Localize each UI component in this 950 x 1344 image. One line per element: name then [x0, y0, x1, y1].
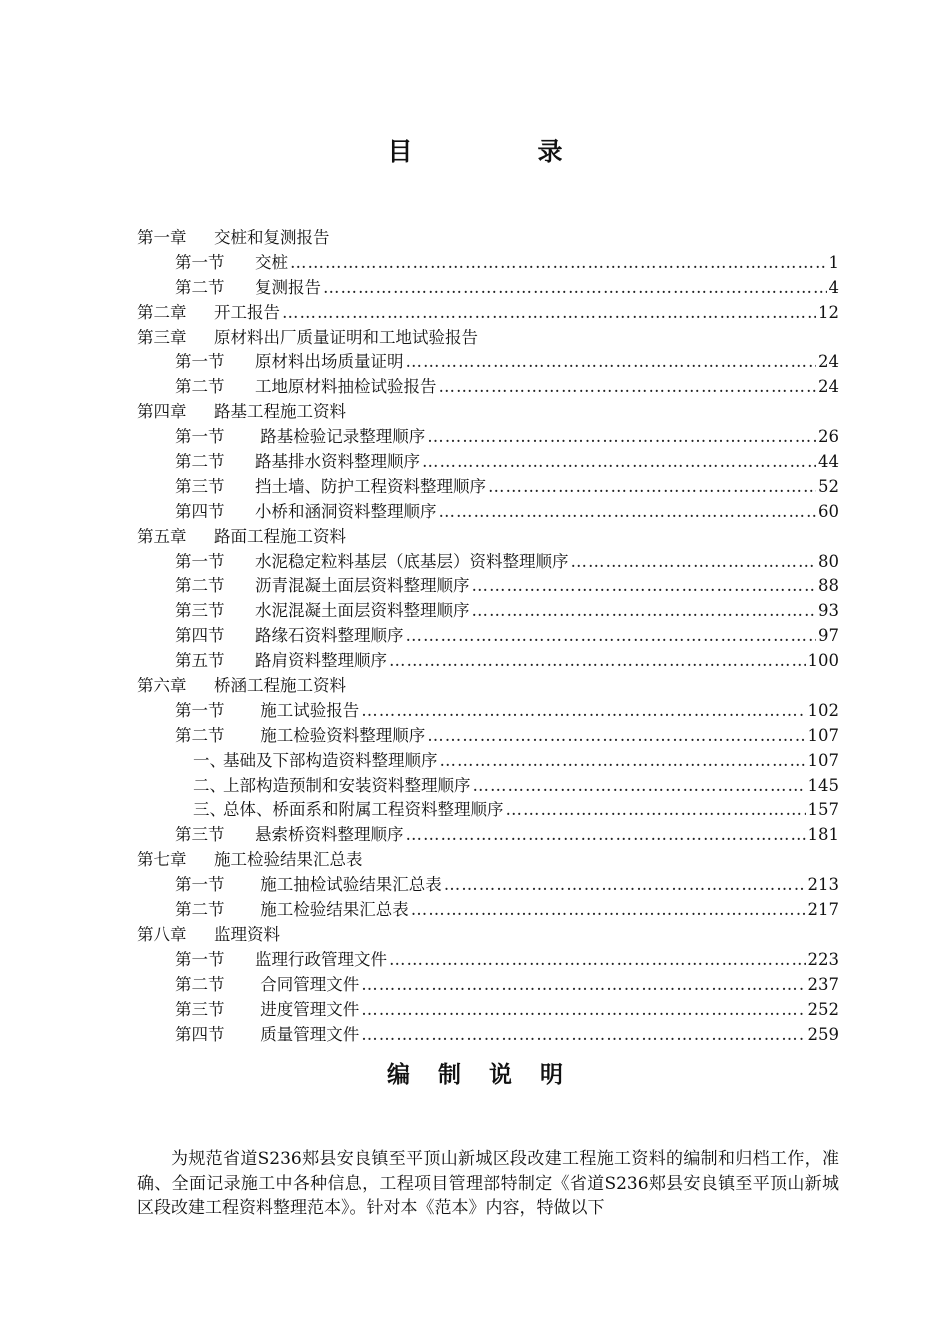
toc-page-number: 237	[807, 974, 839, 994]
toc-entry	[137, 276, 839, 301]
toc-entry-label	[175, 550, 569, 575]
toc-entry	[137, 948, 839, 973]
toc-entry-label	[137, 848, 363, 873]
toc-entry-number: 第二节	[175, 725, 225, 745]
toc-entry	[137, 375, 839, 400]
toc-entry-number: 第六章	[137, 676, 187, 696]
toc-entry-label	[175, 898, 409, 923]
toc-page-number: 107	[807, 725, 839, 745]
toc-entry-title: 工地原材料抽检试验报告	[255, 377, 437, 397]
toc-page-number: 213	[807, 875, 839, 895]
toc-dot-leader	[406, 350, 817, 375]
toc-dot-leader	[411, 898, 806, 923]
toc-entry-number: 第一节	[175, 252, 225, 272]
toc-entry-number: 第二节	[175, 974, 225, 994]
toc-entry	[137, 425, 839, 450]
toc-entry-number: 第一节	[175, 875, 225, 895]
toc-entry	[137, 898, 839, 923]
toc-entry-label	[137, 525, 346, 550]
toc-entry-label	[175, 823, 404, 848]
toc-page-number: 88	[818, 576, 839, 596]
toc-dot-leader	[444, 873, 806, 898]
toc-entry-label	[175, 724, 425, 749]
toc-entry-number: 第四章	[137, 402, 187, 422]
toc-page-number: 93	[818, 601, 839, 621]
toc-dot-leader	[422, 450, 816, 475]
toc-dot-leader	[361, 699, 805, 724]
toc-entry	[137, 848, 839, 873]
toc-page-number: 60	[818, 501, 839, 521]
toc-entry-number: 第一节	[175, 949, 225, 969]
toc-entry-title: 沥青混凝土面层资料整理顺序	[255, 576, 470, 596]
toc-dot-leader	[439, 375, 817, 400]
toc-dot-leader	[290, 251, 827, 276]
toc-entry-label	[175, 425, 425, 450]
toc-entry	[137, 326, 839, 351]
page-title: 目 录	[387, 137, 613, 166]
toc-entry	[137, 226, 839, 251]
toc-entry-title: 开工报告	[214, 302, 280, 322]
toc-entry-label	[175, 475, 486, 500]
toc-page-number: 223	[807, 949, 839, 969]
toc-entry-number: 第七章	[137, 850, 187, 870]
toc-entry	[137, 1023, 839, 1048]
toc-entry	[137, 500, 839, 525]
toc-entry-title: 悬索桥资料整理顺序	[255, 825, 404, 845]
toc-entry-title: 水泥稳定粒料基层（底基层）资料整理顺序	[255, 551, 569, 571]
toc-dot-leader	[361, 998, 805, 1023]
toc-page-number: 217	[807, 900, 839, 920]
toc-dot-leader	[472, 599, 817, 624]
toc-page-number: 100	[807, 651, 839, 671]
section-heading: 编 制 说 明	[386, 1061, 574, 1088]
toc-dot-leader	[506, 798, 806, 823]
toc-dot-leader	[571, 550, 817, 575]
toc-entry-title: 路缘石资料整理顺序	[255, 626, 404, 646]
toc-entry-label	[175, 251, 288, 276]
toc-entry-number: 一、	[193, 750, 226, 770]
toc-entry	[137, 749, 839, 774]
toc-entry	[137, 251, 839, 276]
toc-entry-number: 第四节	[175, 626, 225, 646]
toc-page-number: 44	[818, 452, 839, 472]
toc-page-number: 80	[818, 551, 839, 571]
toc-dot-leader	[361, 1023, 805, 1048]
toc-entry-label	[175, 350, 404, 375]
toc-entry-number: 第二节	[175, 900, 225, 920]
toc-dot-leader	[439, 500, 817, 525]
toc-entry-number: 第三章	[137, 327, 187, 347]
toc-entry-number: 第一节	[175, 352, 225, 372]
toc-entry	[137, 699, 839, 724]
toc-entry-label	[193, 774, 471, 799]
toc-entry-number: 第一节	[175, 427, 225, 447]
toc-entry	[137, 649, 839, 674]
toc-page-number: 145	[807, 775, 839, 795]
toc-entry-title: 施工检验资料整理顺序	[255, 725, 426, 745]
toc-entry-number: 第三节	[175, 601, 225, 621]
toc-entry-number: 第二节	[175, 576, 225, 596]
toc-page-number: 12	[818, 302, 839, 322]
toc-entry-number: 第二章	[137, 302, 187, 322]
toc-entry-title: 路基工程施工资料	[214, 402, 346, 422]
toc-page-number: 102	[807, 700, 839, 720]
toc-entry-title: 质量管理文件	[255, 1024, 360, 1044]
toc-page-number: 52	[818, 476, 839, 496]
toc-dot-leader	[427, 425, 816, 450]
toc-entry-title: 施工抽检试验结果汇总表	[255, 875, 442, 895]
toc-entry-label	[175, 276, 321, 301]
toc-entry-label	[175, 699, 359, 724]
toc-entry	[137, 599, 839, 624]
toc-page-number: 24	[818, 377, 839, 397]
toc-entry	[137, 400, 839, 425]
toc-entry-number: 第四节	[175, 1024, 225, 1044]
toc-entry-label	[175, 649, 387, 674]
toc-entry-number: 第一章	[137, 228, 187, 247]
toc-entry	[137, 475, 839, 500]
toc-entry-label	[175, 450, 420, 475]
toc-entry-label	[137, 326, 478, 351]
toc-entry-label	[137, 301, 280, 326]
toc-entry-label	[175, 948, 387, 973]
toc-entry-label	[175, 500, 437, 525]
toc-entry-label	[175, 624, 404, 649]
toc-page-number: 1	[828, 252, 839, 272]
toc-entry-label	[137, 226, 330, 251]
toc-entry-number: 第二节	[175, 277, 225, 297]
toc-dot-leader	[282, 301, 816, 326]
toc-entry-number: 第五节	[175, 651, 225, 671]
toc-entry-title: 总体、桥面系和附属工程资料整理顺序	[223, 800, 504, 820]
table-of-contents	[137, 226, 839, 1047]
toc-entry	[137, 525, 839, 550]
toc-entry-title: 监理资料	[214, 924, 280, 944]
toc-entry-label	[175, 574, 470, 599]
toc-page-number: 157	[807, 800, 839, 820]
toc-entry-number: 第五章	[137, 526, 187, 546]
toc-page-number: 97	[818, 626, 839, 646]
toc-entry-label	[175, 998, 359, 1023]
toc-entry-number: 第三节	[175, 476, 225, 496]
toc-entry-title: 原材料出厂质量证明和工地试验报告	[214, 327, 478, 347]
toc-entry-title: 交桩	[255, 252, 288, 272]
toc-entry-number: 第一节	[175, 700, 225, 720]
toc-entry-label	[137, 923, 280, 948]
toc-entry-number: 第三节	[175, 999, 225, 1019]
toc-entry-title: 小桥和涵洞资料整理顺序	[255, 501, 437, 521]
toc-entry-label	[175, 873, 442, 898]
toc-entry-number: 三、	[193, 800, 226, 820]
toc-dot-leader	[323, 276, 827, 301]
toc-entry	[137, 873, 839, 898]
toc-entry-number: 二、	[193, 775, 226, 795]
toc-dot-leader	[427, 724, 805, 749]
toc-entry-label	[175, 599, 470, 624]
toc-entry-title: 桥涵工程施工资料	[214, 676, 346, 696]
toc-entry-title: 水泥混凝土面层资料整理顺序	[255, 601, 470, 621]
toc-entry-label	[175, 1023, 359, 1048]
toc-entry-number: 第一节	[175, 551, 225, 571]
toc-entry-title: 复测报告	[255, 277, 321, 297]
toc-entry-title: 进度管理文件	[255, 999, 360, 1019]
toc-dot-leader	[406, 624, 817, 649]
toc-entry	[137, 301, 839, 326]
toc-entry	[137, 774, 839, 799]
toc-dot-leader	[473, 774, 806, 799]
toc-entry-number: 第二节	[175, 377, 225, 397]
toc-entry-label	[193, 749, 438, 774]
toc-dot-leader	[488, 475, 816, 500]
toc-entry-number: 第四节	[175, 501, 225, 521]
body-paragraph: 为规范省道S236郏县安良镇至平顶山新城区段改建工程施工资料的编制和归档工作，准确、全面记录施工中各种信息，工程项目管理部特制定《省道S236郏县安良镇至平顶山新城区段改建工程资料整理范本》。针对本《范本》内容，特做以下	[137, 1149, 839, 1218]
toc-entry-title: 路基检验记录整理顺序	[255, 427, 426, 447]
toc-entry-title: 上部构造预制和安装资料整理顺序	[223, 775, 471, 795]
toc-entry-title: 施工检验结果汇总表	[214, 850, 363, 870]
toc-entry-title: 挡土墙、防护工程资料整理顺序	[255, 476, 486, 496]
toc-entry-label	[137, 674, 346, 699]
toc-entry	[137, 998, 839, 1023]
toc-entry-title: 路面工程施工资料	[214, 526, 346, 546]
toc-entry	[137, 350, 839, 375]
toc-dot-leader	[406, 823, 806, 848]
toc-dot-leader	[361, 973, 805, 998]
toc-dot-leader	[389, 649, 806, 674]
toc-dot-leader	[440, 749, 806, 774]
toc-page-number: 259	[807, 1024, 839, 1044]
toc-entry-title: 原材料出场质量证明	[255, 352, 404, 372]
toc-entry-title: 交桩和复测报告	[214, 228, 330, 247]
toc-entry-label	[137, 400, 346, 425]
toc-dot-leader	[389, 948, 806, 973]
toc-entry	[137, 973, 839, 998]
toc-entry-title: 基础及下部构造资料整理顺序	[223, 750, 438, 770]
toc-entry-label	[193, 798, 504, 823]
toc-entry	[137, 823, 839, 848]
toc-page-number: 24	[818, 352, 839, 372]
toc-page-number: 181	[807, 825, 839, 845]
toc-page-number: 252	[807, 999, 839, 1019]
toc-entry	[137, 674, 839, 699]
toc-entry	[137, 724, 839, 749]
toc-entry	[137, 923, 839, 948]
toc-entry	[137, 450, 839, 475]
toc-entry-title: 路基排水资料整理顺序	[255, 452, 420, 472]
toc-page-number: 107	[807, 750, 839, 770]
toc-entry	[137, 624, 839, 649]
toc-entry-title: 合同管理文件	[255, 974, 360, 994]
toc-entry	[137, 574, 839, 599]
toc-entry-number: 第八章	[137, 924, 187, 944]
toc-entry-number: 第三节	[175, 825, 225, 845]
toc-entry-title: 路肩资料整理顺序	[255, 651, 387, 671]
toc-entry-title: 施工试验报告	[255, 700, 360, 720]
toc-entry-number: 第二节	[175, 452, 225, 472]
toc-entry-label	[175, 973, 359, 998]
toc-dot-leader	[472, 574, 817, 599]
toc-entry	[137, 550, 839, 575]
toc-entry-title: 施工检验结果汇总表	[255, 900, 409, 920]
toc-entry-title: 监理行政管理文件	[255, 949, 387, 969]
toc-page-number: 26	[818, 427, 839, 447]
toc-entry-label	[175, 375, 437, 400]
toc-entry	[137, 798, 839, 823]
toc-page-number: 4	[828, 277, 839, 297]
